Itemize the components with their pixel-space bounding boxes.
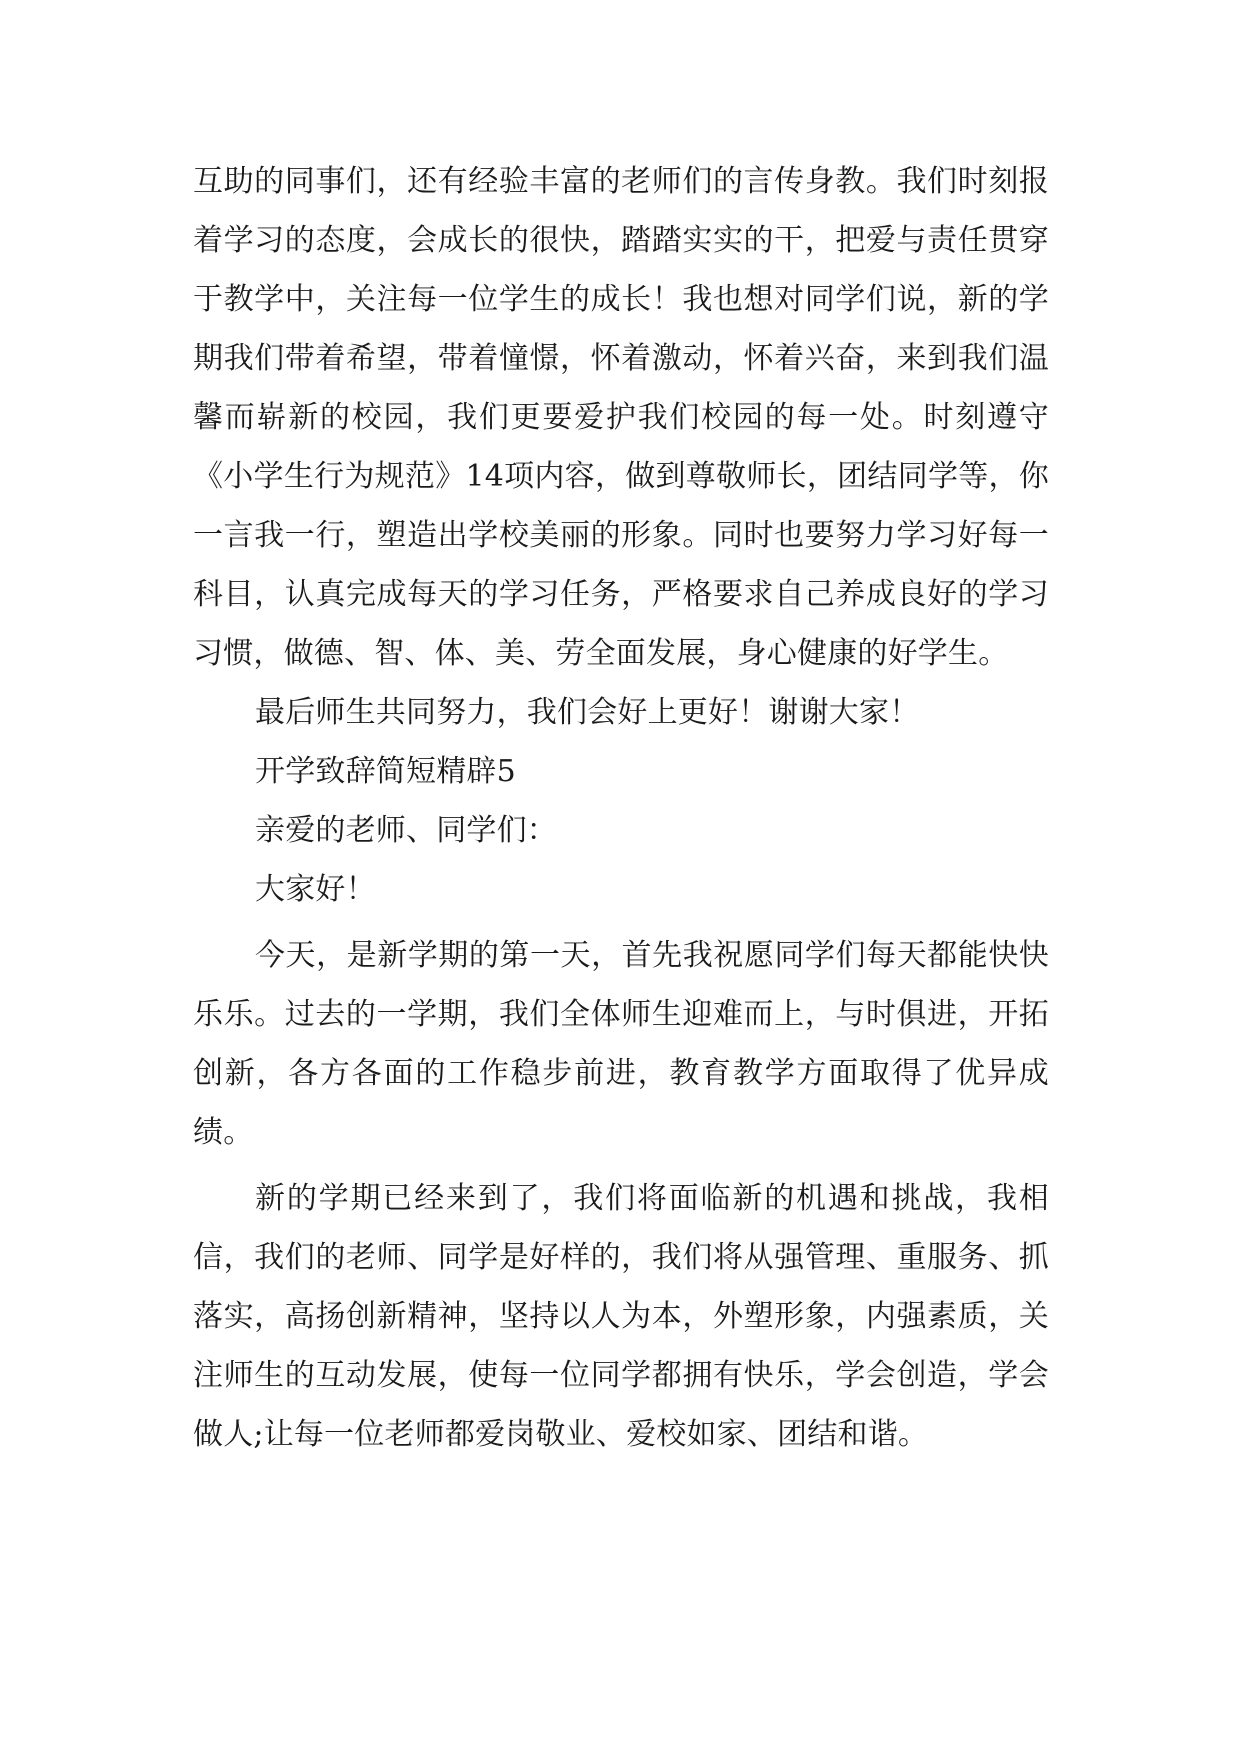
section-heading: 开学致辞简短精辟5: [255, 754, 516, 789]
paragraph-closing: 最后师生共同努力，我们会好上更好！谢谢大家！: [255, 695, 920, 730]
salutation: 亲爱的老师、同学们：: [255, 813, 557, 848]
document-body: [193, 152, 1049, 1464]
paragraph-body: 新的学期已经来到了，我们将面临新的机遇和挑战，我相信，我们的老师、同学是好样的，我们将从强管理、重服务、抓落实，高扬创新精神，坚持以人为本，外塑形象，内强素质，关注师生的互动发展，使每一位同学都拥有快乐，学会创造，学会做人;让每一位老师都爱岗敬业、爱校如家、团结和谐。: [193, 1181, 1049, 1452]
paragraph-continuation: 互助的同事们，还有经验丰富的老师们的言传身教。我们时刻报着学习的态度，会成长的很快，踏踏实实的干，把爱与责任贯穿于教学中，关注每一位学生的成长！我也想对同学们说，新的学期我们带着希望，带着憧憬，怀着激动，怀着兴奋，来到我们温馨而崭新的校园，我们更要爱护我们校园的每一处。时刻遵守《小学生行为规范》14项内容，做到尊敬师长，团结同学等，你一言我一行，塑造出学校美丽的形象。同时也要努力学习好每一科目，认真完成每天的学习任务，严格要求自己养成良好的学习习惯，做德、智、体、美、劳全面发展，身心健康的好学生。: [193, 164, 1049, 671]
greeting: 大家好！: [255, 872, 376, 907]
paragraph-body: 今天，是新学期的第一天，首先我祝愿同学们每天都能快快乐乐。过去的一学期，我们全体师生迎难而上，与时俱进，开拓创新，各方各面的工作稳步前进，教育教学方面取得了优异成绩。: [193, 938, 1049, 1150]
